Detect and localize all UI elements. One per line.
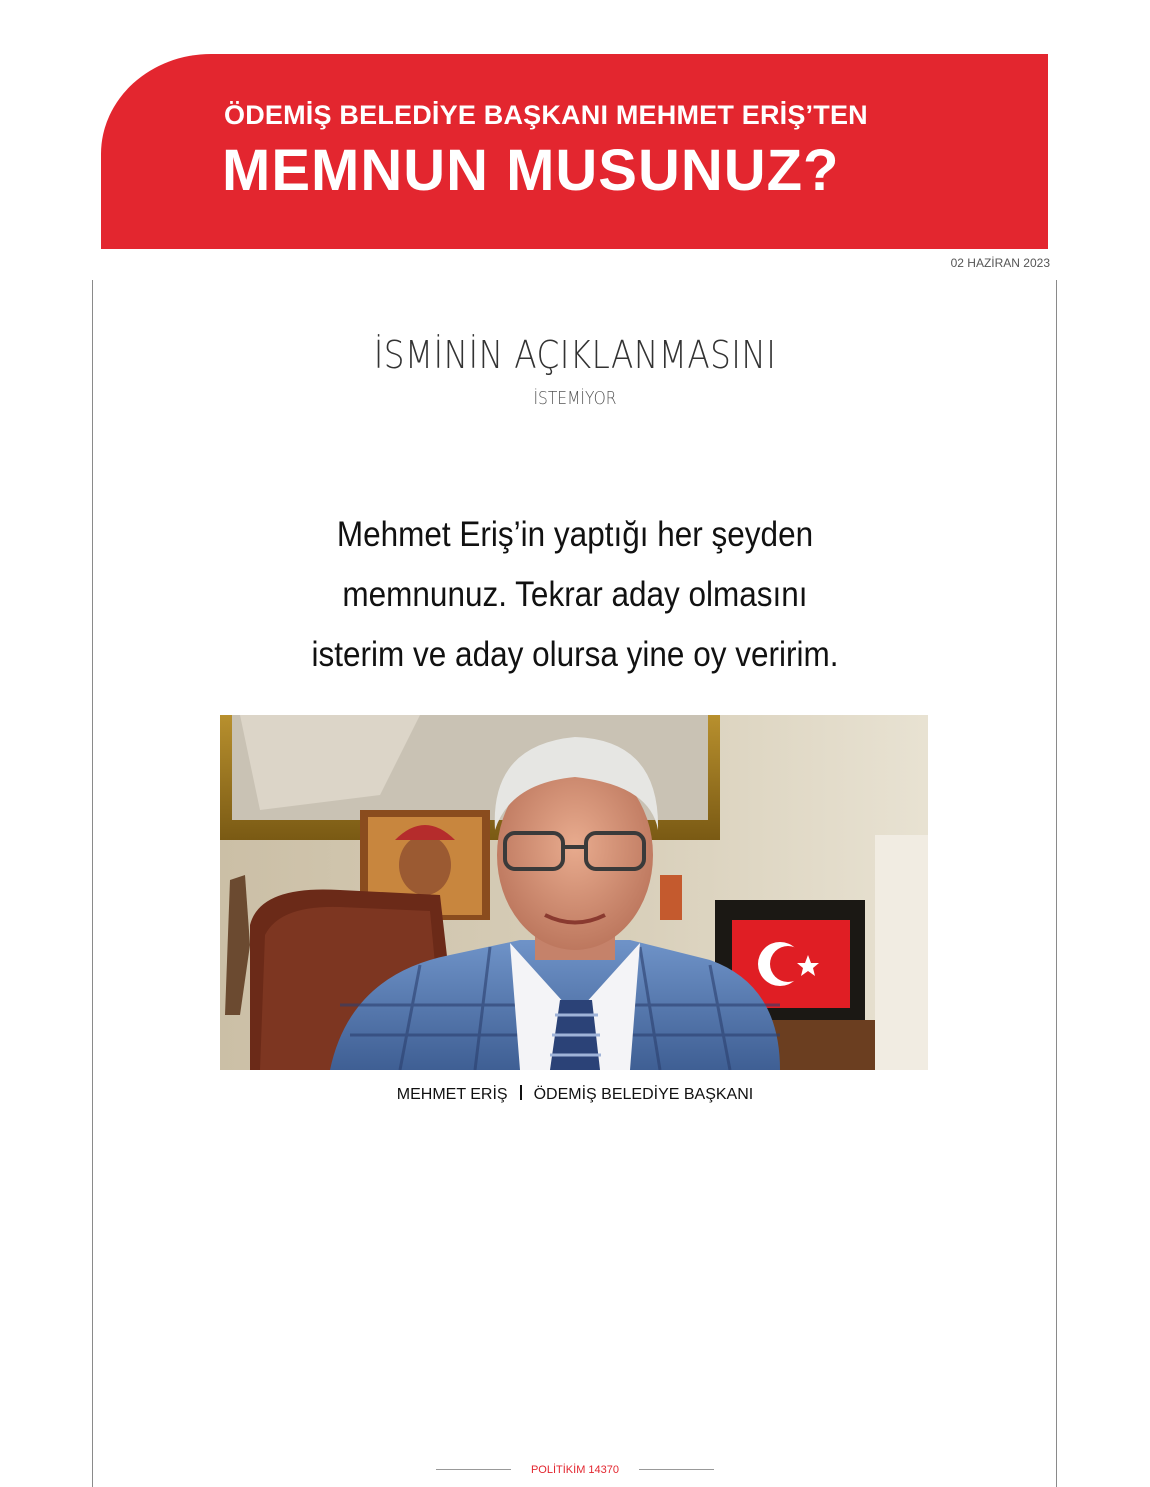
photo-caption [0, 1085, 1150, 1104]
publish-date: 02 HAZİRAN 2023 [950, 256, 1050, 270]
quote-line: isterim ve aday olursa yine oy veririm. [311, 635, 839, 674]
right-border-rule [1056, 280, 1057, 1487]
portrait-photo [220, 715, 928, 1070]
quote-block [175, 505, 975, 685]
footer-label: POLİTİKİM 14370 [530, 1464, 620, 1476]
header-title: MEMNUN MUSUNUZ? [222, 138, 840, 203]
respondent-heading: İSMİNİN AÇIKLANMASINI [373, 333, 777, 377]
caption-role: ÖDEMİŞ BELEDİYE BAŞKANI [533, 1086, 754, 1103]
caption-name: MEHMET ERİŞ [396, 1086, 508, 1103]
footer-rule-right [639, 1469, 714, 1470]
respondent-subheading: İSTEMİYOR [533, 388, 617, 409]
page-footer [0, 1464, 1150, 1476]
quote-line: Mehmet Eriş’in yaptığı her şeyden [336, 515, 814, 554]
left-border-rule [92, 280, 93, 1487]
caption-separator [520, 1085, 522, 1100]
header-subtitle: ÖDEMİŞ BELEDİYE BAŞKANI MEHMET ERİŞ’TEN [224, 100, 868, 130]
quote-line: memnunuz. Tekrar aday olmasını [342, 575, 808, 614]
footer-rule-left [436, 1469, 511, 1470]
